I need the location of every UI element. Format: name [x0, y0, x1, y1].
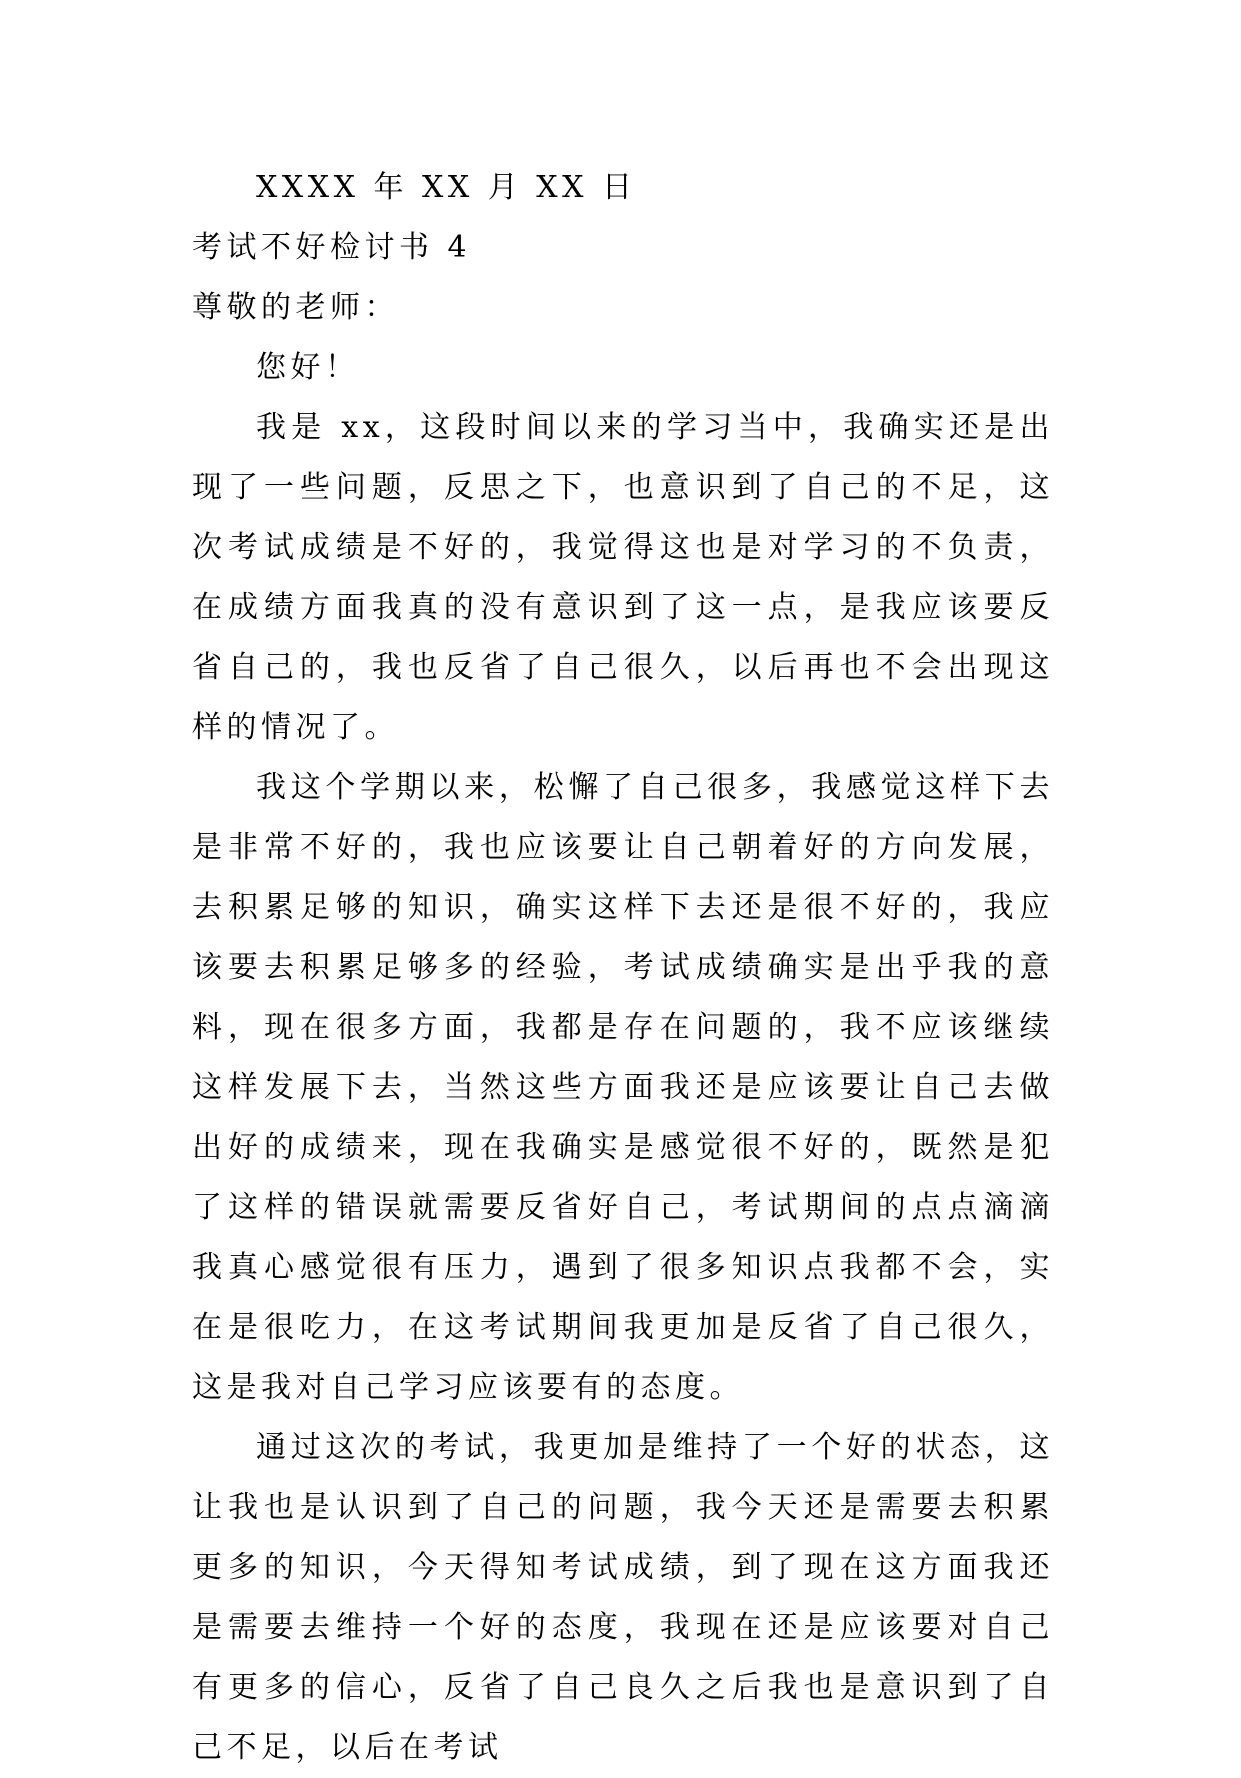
paragraph-3: 通过这次的考试，我更加是维持了一个好的状态，这让我也是认识到了自己的问题，我今天还是需要去积累更多的知识，今天得知考试成绩，到了现在这方面我还是需要去维持一个好的态度，我现在还是应该要对自己有更多的信心，反省了自己良久之后我也是意识到了自己不足，以后在考试	[192, 1430, 1054, 1765]
section-title: 考试不好检讨书 4	[192, 230, 472, 265]
paragraph-2: 我这个学期以来，松懈了自己很多，我感觉这样下去是非常不好的，我也应该要让自己朝着好的方向发展，去积累足够的知识，确实这样下去还是很不好的，我应该要去积累足够多的经验，考试成绩确实是出乎我的意料，现在很多方面，我都是存在问题的，我不应该继续这样发展下去，当然这些方面我还是应该要让自己去做出好的成绩来，现在我确实是感觉很不好的，既然是犯了这样的错误就需要反省好自己，考试期间的点点滴滴我真心感觉很有压力，遇到了很多知识点我都不会，实在是很吃力，在这考试期间我更加是反省了自己很久，这是我对自己学习应该要有的态度。	[192, 770, 1054, 1405]
date-line: XXXX 年 XX 月 XX 日	[256, 170, 637, 205]
greeting: 您好！	[256, 350, 360, 385]
salutation: 尊敬的老师：	[192, 290, 399, 325]
document-body	[192, 158, 1054, 1778]
paragraph-1: 我是 xx，这段时间以来的学习当中，我确实还是出现了一些问题，反思之下，也意识到了自己的不足，这次考试成绩是不好的，我觉得这也是对学习的不负责，在成绩方面我真的没有意识到了这一点，是我应该要反省自己的，我也反省了自己很久，以后再也不会出现这样的情况了。	[192, 410, 1054, 745]
